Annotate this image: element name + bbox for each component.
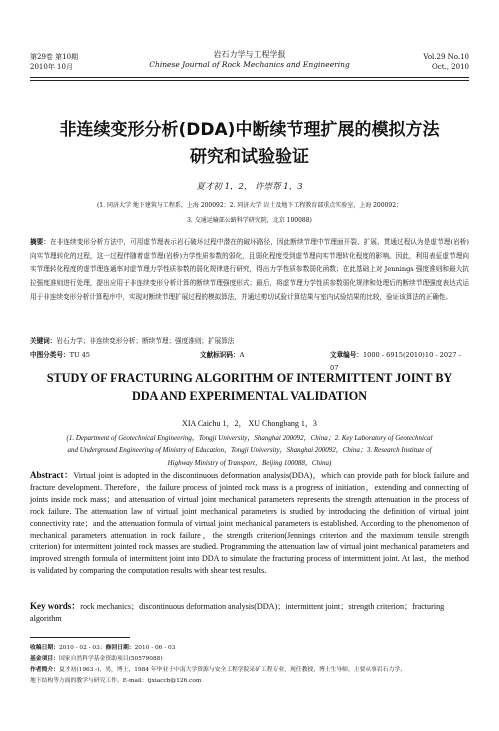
fund-label: 基金项目： (30, 656, 59, 662)
abstract-cn (30, 236, 469, 305)
journal-name-cn: 岩石力学与工程学报 (213, 50, 286, 59)
clc-value: TU 45 (69, 351, 91, 359)
footnote-bio (30, 665, 469, 676)
keywords-en (30, 601, 469, 625)
affiliation-cn (40, 198, 459, 228)
abstract-en-label: Abstract： (30, 470, 74, 480)
affiliation-en-line-1: (1. Department of Geotechnical Engineering，Tongji University，Shanghai 200092，China；2. Key Laboratory of Geotechnical (66, 434, 433, 442)
abstract-cn-label: 摘要： (30, 238, 51, 246)
keywords-en-label: Key words： (30, 601, 81, 611)
volume-en: Vol.29 No.10 (423, 53, 469, 61)
clc-label: 中图分类号： (30, 351, 70, 359)
affiliation-en (34, 432, 465, 469)
keywords-cn (30, 335, 469, 348)
clc-number (30, 349, 90, 362)
paper-title-cn (20, 117, 479, 171)
header-rule (30, 77, 469, 78)
affiliation-en-line-3: Highway Ministry of Transport，Beijing 100088，China) (167, 458, 332, 467)
abstract-en (30, 470, 469, 577)
issue-cn: 第29卷 第10期 (30, 53, 79, 61)
affiliation-cn-line-2: 3. 交通运输部公路科学研究院，北京 100088) (187, 217, 312, 224)
authors-cn: 夏才初 1，2， 许崇帮 1，3 (196, 182, 303, 192)
journal-name-en: Chinese Journal of Rock Mechanics and Engineering (149, 60, 350, 69)
revised-date: 2010 - 06 - 03 (134, 645, 176, 651)
keywords-cn-label: 关键词： (30, 337, 57, 345)
footnote-fund (30, 654, 469, 665)
keywords-en-text: rock mechanics；discontinuous deformation analysis(DDA)；intermittent joint；strength criterion；fracturing algorithm (30, 602, 445, 623)
footnote (30, 643, 469, 687)
doc-value: A (239, 351, 245, 359)
bio-text-1: 夏才初(1963 -)，男，博士，1984 年毕业于中南大学资源与安全工程学院采矿工程专业，现任教授、博士生导师，主要从事岩石力学、 (59, 667, 406, 673)
abstract-en-text: Virtual joint is adopted in the discontinuous deformation analysis(DDA)，which can provide path for block failure and fracture development. Therefore，the failure process of jointed rock mass is a progress of initiation，extending and connecting of joints inside rock mass；and attenuation of virtual joint mechanical parameters represents the strength attenuation in the process of rock failure. The attenuation law of virtual joint mechanical parameters is studied by introducing the definition of virtual joint connectivity rate；and the attenuation formula of virtual joint mechanical parameters is established. According to the phenomenon of mechanical parameters attenuation in rock failure，the strength criterion(Jennings criterion and the maximum tensile strength criterion) for intermittent jointed rock masses are studied. Programming the attenuation law of virtual joint mechanical parameters and improved strength formula of intermittent joint into DDA to simulate the fracturing process of intermittent joint. At last，the method is validated by comparing the computation results with shear test results. (30, 471, 469, 576)
article-label: 文章编号： (330, 351, 363, 359)
header-rule-thin (30, 80, 469, 81)
date-cn: 2010年 10月 (30, 63, 73, 71)
paper-title-en (20, 369, 479, 405)
running-header-right (423, 52, 469, 72)
date-en: Oct., 2010 (432, 63, 469, 71)
title-cn-line-2: 研究和试验验证 (190, 147, 309, 167)
footnote-dates (30, 643, 469, 654)
title-en-line-1: STUDY OF FRACTURING ALGORITHM OF INTERMITTENT JOINT BY (46, 371, 453, 385)
keywords-cn-text: 岩石力学；非连续变形分析；断续节理；强度准则；扩展算法 (56, 337, 235, 345)
abstract-cn-text: 在非连续变形分析方法中，可用虚节理表示岩石破坏过程中潜在的破坏路径，因此断续节理中节理面开裂、扩展、贯通过程认为是虚节理(岩桥)向实节理转化的过程，这一过程伴随着虚节理(岩桥)力学性质参数的弱化，且弱化程度受到虚节理向实节理转化程度的影响。因此，利用表征虚节理向实节理转化程度的虚节理连通率对虚节理力学性质参数的弱化规律进行研究，得出力学性质参数弱化函数；在此基础上对 Jennings 强度准则和最大抗拉强度准则进行处理，提出应用于非连续变形分析计算的断续节理强度形式；最后，将虚节理力学性质参数弱化规律和处理后的断续节理强度表达式运用于非连续变形分析计算程序中，实现对断续节理扩展过程的模拟算法，并通过剪切试验计算结果与室内试验结果的比较，验证该算法的正确性。 (30, 238, 469, 301)
document-code (200, 349, 244, 362)
fund-text: 国家自然科学基金资助项目(50579088) (59, 656, 163, 662)
revised-label: 修回日期： (105, 645, 135, 651)
footnote-rule (30, 637, 130, 638)
title-cn-line-1: 非连续变形分析(DDA)中断续节理扩展的模拟方法 (59, 120, 440, 140)
affiliation-cn-line-1: (1. 同济大学 地下建筑与工程系，上海 200092；2. 同济大学 岩土及地下工程教育部重点实验室，上海 200092； (96, 202, 403, 209)
doc-label: 文献标识码： (200, 351, 240, 359)
affiliation-en-line-2: and Underground Engineering of Ministry of Education，Tongji University，Shanghai 200092，China；3. Research Institute of (67, 446, 432, 455)
bio-label: 作者简介： (30, 667, 59, 673)
received-label: 收稿日期： (30, 645, 59, 651)
title-en-line-2: DDA AND EXPERIMENTAL VALIDATION (131, 389, 368, 403)
footnote-bio-cont: 地下结构等方面的教学与研究工作。E-mail：tjxiaccb@126.com (30, 678, 202, 684)
authors-en: XIA Caichu 1，2， XU Chongbang 1，3 (182, 419, 317, 428)
received-date: 2010 - 02 - 03； (59, 645, 106, 651)
article-value: 1000 - 6915(2010)10 - 2027 - 07 (330, 351, 461, 372)
